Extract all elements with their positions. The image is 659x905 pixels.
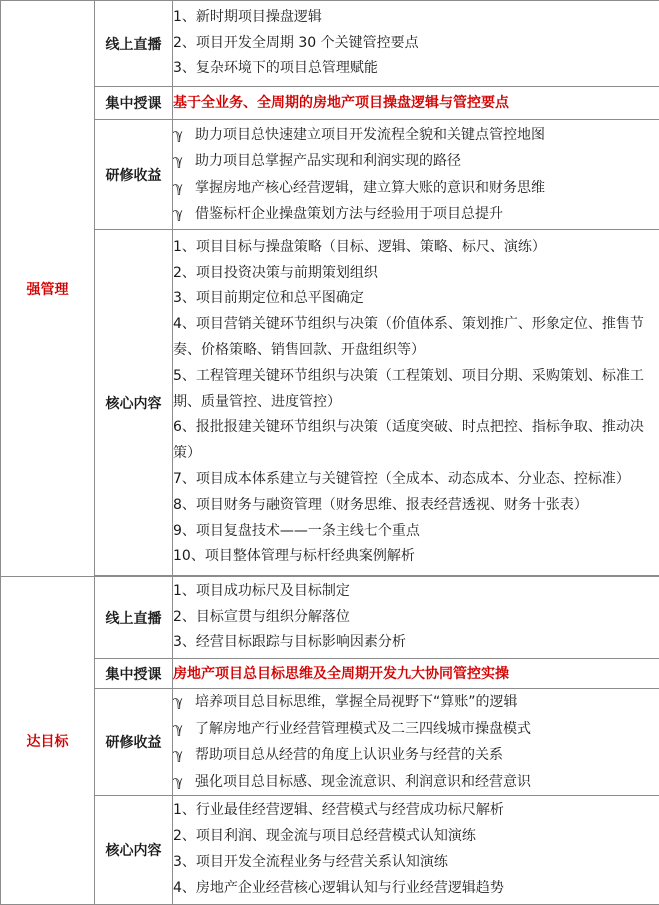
- core-list: [173, 230, 659, 576]
- focus-text: [173, 87, 659, 120]
- list-item: ℽ 帮助项目总从经营的角度上认识业务与经营的关系: [173, 742, 659, 769]
- list-item: 3、项目前期定位和总平图确定: [173, 286, 659, 312]
- bullet-icon: ℽ: [173, 742, 195, 769]
- bullet-icon: ℽ: [173, 175, 195, 202]
- list-item: 1、项目目标与操盘策略（目标、逻辑、策略、标尺、演练）: [173, 235, 659, 261]
- bullet-icon: ℽ: [173, 201, 195, 228]
- row-online-1: [1, 1, 659, 87]
- online-label: 线上直播: [95, 1, 173, 87]
- list-item: 2、项目开发全周期 30 个关键管控要点: [173, 31, 659, 57]
- focus-highlight: 基于全业务、全周期的房地产项目操盘逻辑与管控要点: [173, 95, 509, 111]
- list-item: 2、项目投资决策与前期策划组织: [173, 261, 659, 287]
- bullet-icon: ℽ: [173, 716, 195, 743]
- core-label: 核心内容: [95, 230, 173, 576]
- list-item: 3、经营目标跟踪与目标影响因素分析: [173, 630, 659, 656]
- list-item: 2、目标宣贯与组织分解落位: [173, 605, 659, 631]
- bullet-icon: ℽ: [173, 122, 195, 149]
- list-item: 2、项目利润、现金流与项目总经营模式认知演练: [173, 824, 659, 850]
- bullet-icon: ℽ: [173, 148, 195, 175]
- list-item: ℽ 助力项目总快速建立项目开发流程全貌和关键点管控地图: [173, 122, 659, 149]
- list-item: 1、新时期项目操盘逻辑: [173, 5, 659, 31]
- gain-label: 研修收益: [95, 120, 173, 230]
- section-title: 达目标: [1, 577, 95, 905]
- list-item: 1、行业最佳经营逻辑、经营模式与经营成功标尺解析: [173, 798, 659, 824]
- row-core-2: [1, 796, 659, 905]
- list-item: ℽ 强化项目总目标感、现金流意识、利润意识和经营意识: [173, 769, 659, 796]
- online-label: 线上直播: [95, 577, 173, 659]
- list-item: ℽ 借鉴标杆企业操盘策划方法与经验用于项目总提升: [173, 201, 659, 228]
- online-items: [173, 1, 659, 87]
- list-item: ℽ 了解房地产行业经营管理模式及二三四线城市操盘模式: [173, 716, 659, 743]
- row-focus-2: [1, 659, 659, 689]
- focus-label: 集中授课: [95, 87, 173, 120]
- list-item: ℽ 掌握房地产核心经营逻辑，建立算大账的意识和财务思维: [173, 175, 659, 202]
- focus-text: [173, 659, 659, 689]
- row-online-2: [1, 577, 659, 659]
- list-item: 1、项目成功标尺及目标制定: [173, 579, 659, 605]
- core-label: 核心内容: [95, 796, 173, 905]
- list-item: 7、项目成本体系建立与关键管控（全成本、动态成本、分业态、控标准）: [173, 467, 659, 493]
- gain-list: [173, 689, 659, 796]
- list-item: 10、项目整体管理与标杆经典案例解析: [173, 544, 659, 570]
- list-item: 6、报批报建关键环节组织与决策（适度突破、时点把控、指标争取、推动决策）: [173, 415, 659, 467]
- row-gain-2: [1, 689, 659, 796]
- bullet-icon: ℽ: [173, 689, 195, 716]
- list-item: ℽ 培养项目总目标思维，掌握全局视野下“算账”的逻辑: [173, 689, 659, 716]
- core-list: [173, 796, 659, 905]
- focus-highlight: 房地产项目总目标思维及全周期开发九大协同管控实操: [173, 666, 509, 682]
- list-item: 3、复杂环境下的项目总管理赋能: [173, 56, 659, 82]
- row-core-1: [1, 230, 659, 576]
- bullet-icon: ℽ: [173, 769, 195, 796]
- list-item: 3、项目开发全流程业务与经营关系认知演练: [173, 850, 659, 876]
- gain-label: 研修收益: [95, 689, 173, 796]
- gain-list: [173, 120, 659, 230]
- list-item: 4、房地产企业经营核心逻辑认知与行业经营逻辑趋势: [173, 876, 659, 902]
- list-item: ℽ 助力项目总掌握产品实现和利润实现的路径: [173, 148, 659, 175]
- list-item: 5、工程管理关键环节组织与决策（工程策划、项目分期、采购策划、标准工期、质量管控、进度管控）: [173, 364, 659, 416]
- online-items: [173, 577, 659, 659]
- list-item: 9、项目复盘技术——一条主线七个重点: [173, 519, 659, 545]
- list-item: 8、项目财务与融资管理（财务思维、报表经营透视、财务十张表）: [173, 493, 659, 519]
- row-gain-1: [1, 120, 659, 230]
- list-item: 4、项目营销关键环节组织与决策（价值体系、策划推广、形象定位、推售节奏、价格策略、销售回款、开盘组织等）: [173, 312, 659, 364]
- focus-label: 集中授课: [95, 659, 173, 689]
- row-focus-1: [1, 87, 659, 120]
- section-title: 强管理: [1, 1, 95, 577]
